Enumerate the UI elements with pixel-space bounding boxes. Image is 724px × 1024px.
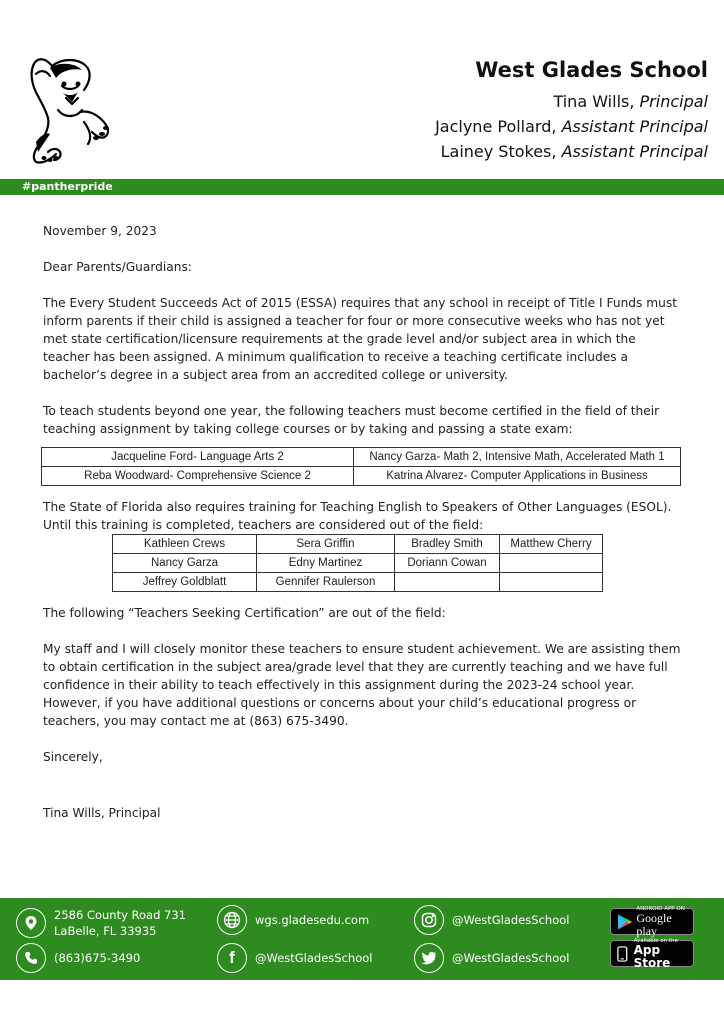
twitter-bird-icon: [414, 943, 444, 973]
hashtag-text: #pantherpride: [22, 180, 113, 193]
paragraph: The following “Teachers Seeking Certification” are out of the field:: [43, 606, 446, 620]
app-store-badge[interactable]: [610, 937, 694, 970]
table-cell: Reba Woodward- Comprehensive Science 2: [42, 467, 354, 486]
letter-closing: Sincerely,: [43, 750, 103, 764]
hashtag-bar: [0, 179, 724, 195]
table-cell: Jeffrey Goldblatt: [113, 573, 257, 592]
table-cell: Katrina Alvarez- Computer Applications in Business: [354, 467, 681, 486]
school-name: West Glades School: [475, 58, 708, 82]
paragraph: My staff and I will closely monitor these teachers to ensure student achievement. We are assisting them to obtain certification in the subject area/grade level that they are currently teaching and we have full confidence in their ability to teach effectively in this assignment during the 2023-24 school year. However, if you have additional questions or concerns about your child’s educational progress or teachers, you may contact me at (863) 675-3490.: [43, 642, 681, 728]
facebook-icon: f: [217, 943, 247, 973]
table-row: [113, 573, 603, 592]
facebook-item[interactable]: [217, 943, 372, 973]
google-play-badge[interactable]: [610, 905, 694, 938]
facebook-handle[interactable]: @WestGladesSchool: [255, 951, 373, 965]
twitter-handle[interactable]: @WestGladesSchool: [452, 951, 570, 965]
instagram-item[interactable]: [414, 905, 569, 935]
table-cell: Jacqueline Ford- Language Arts 2: [42, 448, 354, 467]
table-cell: [500, 573, 603, 592]
assistant-principal-line: Lainey Stokes, Assistant Principal: [440, 142, 708, 161]
google-play-icon: [617, 913, 632, 931]
table-cell: [500, 554, 603, 573]
instagram-handle[interactable]: @WestGladesSchool: [452, 913, 570, 927]
table-cell: [395, 573, 500, 592]
letter-date: November 9, 2023: [43, 224, 157, 238]
phone-number: (863)675-3490: [54, 951, 141, 965]
address-line-1: 2586 County Road 731: [54, 908, 186, 922]
paragraph: The State of Florida also requires training for Teaching English to Speakers of Other Languages (ESOL). Until this training is completed, teachers are considered out of the field:: [43, 500, 672, 532]
school-info: [435, 58, 708, 164]
table-row: [113, 535, 603, 554]
location-pin-icon: [16, 908, 46, 938]
google-play-caption: ANDROID APP ON: [636, 905, 685, 912]
table-row: [42, 467, 681, 486]
principal-line: Tina Wills, Principal: [553, 92, 708, 111]
instagram-icon: [414, 905, 444, 935]
contact-footer: [0, 898, 724, 980]
assistant-principal-line: Jaclyne Pollard, Assistant Principal: [435, 117, 708, 136]
address-item: [16, 907, 186, 939]
table-cell: Sera Griffin: [257, 535, 395, 554]
paragraph: The Every Student Succeeds Act of 2015 (ESSA) requires that any school in receipt of Title I Funds must inform parents if their child is assigned a teacher for four or more consecutive weeks who has not yet met state certification/licensure requirements at the grade level and/or subject area in which the teacher has been assigned. A minimum qualification to receive a teaching certificate includes a bachelor’s degree in a subject area from an accredited college or university.: [43, 296, 677, 382]
certification-table: [41, 447, 681, 486]
globe-icon: [217, 905, 247, 935]
table-cell: Doriann Cowan: [395, 554, 500, 573]
table-row: [42, 448, 681, 467]
letter-body: [43, 222, 683, 822]
address-line-2: LaBelle, FL 33935: [54, 924, 157, 938]
paragraph: To teach students beyond one year, the following teachers must become certified in the field of their teaching assignment by taking college courses or by taking and passing a state exam:: [43, 404, 660, 436]
phone-icon: [16, 943, 46, 973]
table-cell: Bradley Smith: [395, 535, 500, 554]
letter-signature: Tina Wills, Principal: [43, 806, 161, 820]
panther-logo: [22, 52, 118, 166]
table-row: [113, 554, 603, 573]
table-cell: Nancy Garza- Math 2, Intensive Math, Accelerated Math 1: [354, 448, 681, 467]
table-cell: Matthew Cherry: [500, 535, 603, 554]
letterhead: [0, 0, 724, 178]
table-cell: Nancy Garza: [113, 554, 257, 573]
table-cell: Kathleen Crews: [113, 535, 257, 554]
website-link[interactable]: wgs.gladesedu.com: [255, 913, 370, 927]
app-store-label: App Store: [633, 942, 671, 970]
twitter-item[interactable]: [414, 943, 569, 973]
letter-salutation: Dear Parents/Guardians:: [43, 260, 192, 274]
table-cell: Edny Martinez: [257, 554, 395, 573]
phone-item[interactable]: [16, 943, 140, 973]
website-item[interactable]: [217, 905, 369, 935]
google-play-label: Google play: [636, 910, 672, 938]
phone-device-icon: [617, 945, 628, 963]
table-cell: Gennifer Raulerson: [257, 573, 395, 592]
esol-table: [112, 534, 603, 592]
app-store-caption: Available on the: [633, 937, 678, 944]
